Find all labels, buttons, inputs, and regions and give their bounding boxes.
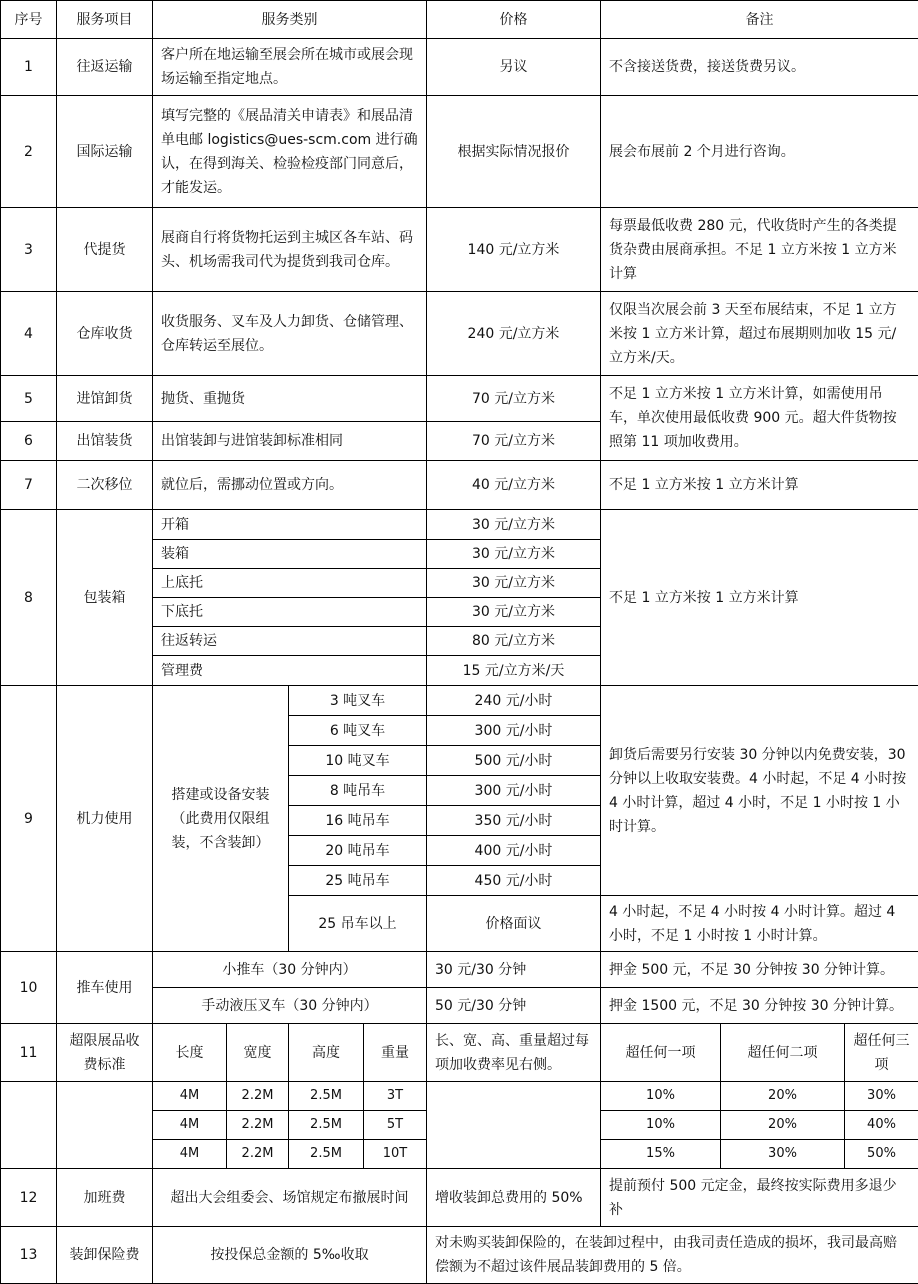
- oversize-height: 2.5M: [289, 1140, 364, 1169]
- equipment-price: 350 元/小时: [427, 806, 601, 836]
- oversize-length: 4M: [153, 1140, 227, 1169]
- equipment-price: 价格面议: [427, 896, 601, 952]
- oversize-weight: 5T: [364, 1111, 427, 1140]
- equipment-price: 300 元/小时: [427, 716, 601, 746]
- row-item: 包装箱: [57, 510, 153, 686]
- row-item: 推车使用: [57, 952, 153, 1024]
- oversize-width: 2.2M: [227, 1111, 289, 1140]
- row-item: 代提货: [57, 208, 153, 292]
- header-no: 序号: [1, 1, 57, 39]
- oversize-width: 2.2M: [227, 1140, 289, 1169]
- row-remark: 4 小时起，不足 4 小时按 4 小时计算。超过 4 小时，不足 1 小时按 1 小时计算。: [601, 896, 918, 952]
- equipment-name: 10 吨叉车: [289, 746, 427, 776]
- row-no: 5: [1, 376, 57, 422]
- table-row: [1, 208, 918, 292]
- row-item: 仓库收货: [57, 292, 153, 376]
- row-desc: 搭建或设备安装（此费用仅限组装，不含装卸）: [153, 686, 289, 952]
- row-price: 70 元/立方米: [427, 376, 601, 422]
- rate-two: 30%: [721, 1140, 845, 1169]
- oversize-weight: 10T: [364, 1140, 427, 1169]
- sub-item-name: 开箱: [153, 510, 427, 540]
- dim-length: 长度: [153, 1024, 227, 1082]
- blank-cell: [57, 1082, 153, 1169]
- cart-price: 30 元/30 分钟: [427, 952, 601, 988]
- rate-two: 20%: [721, 1111, 845, 1140]
- row-no: 2: [1, 96, 57, 208]
- row-no: 1: [1, 39, 57, 96]
- table-row: [1, 1024, 918, 1082]
- row-desc: 填写完整的《展品清关申请表》和展品清单电邮 logistics@ues-scm.com 进行确认，在得到海关、检验检疫部门同意后，才能发运。: [153, 96, 427, 208]
- equipment-name: 6 吨叉车: [289, 716, 427, 746]
- row-item: 加班费: [57, 1169, 153, 1227]
- oversize-height: 2.5M: [289, 1111, 364, 1140]
- row-remark: 不足 1 立方米按 1 立方米计算: [601, 510, 918, 686]
- row-remark: 卸货后需要另行安装 30 分钟以内免费安装，30 分钟以上收取安装费。4 小时起，不足 4 小时按 4 小时计算，超过 4 小时，不足 1 小时按 1 小时计算。: [601, 686, 918, 896]
- equipment-price: 240 元/小时: [427, 686, 601, 716]
- cart-name: 手动液压叉车（30 分钟内）: [153, 988, 427, 1024]
- cart-name: 小推车（30 分钟内）: [153, 952, 427, 988]
- equipment-name: 16 吨吊车: [289, 806, 427, 836]
- row-no: 10: [1, 952, 57, 1024]
- table-row: [1, 39, 918, 96]
- level-three: 超任何三项: [845, 1024, 918, 1082]
- level-one: 超任何一项: [601, 1024, 721, 1082]
- table-row: [1, 1227, 918, 1284]
- header-price: 价格: [427, 1, 601, 39]
- table-row: [1, 376, 918, 422]
- header-category: 服务类别: [153, 1, 427, 39]
- table-row: [1, 96, 918, 208]
- table-row: [1, 952, 918, 988]
- table-row: [1, 292, 918, 376]
- row-price: 40 元/立方米: [427, 461, 601, 510]
- row-item: 超限展品收费标准: [57, 1024, 153, 1082]
- row-remark: 展会布展前 2 个月进行咨询。: [601, 96, 918, 208]
- equipment-name: 20 吨吊车: [289, 836, 427, 866]
- row-desc: 抛货、重抛货: [153, 376, 427, 422]
- row-price: 另议: [427, 39, 601, 96]
- oversize-weight: 3T: [364, 1082, 427, 1111]
- rate-one: 10%: [601, 1111, 721, 1140]
- rate-three: 30%: [845, 1082, 918, 1111]
- row-item: 装卸保险费: [57, 1227, 153, 1284]
- sub-item-price: 30 元/立方米: [427, 598, 601, 627]
- oversize-height: 2.5M: [289, 1082, 364, 1111]
- cart-remark: 押金 1500 元，不足 30 分钟按 30 分钟计算。: [601, 988, 918, 1024]
- sub-item-name: 往返转运: [153, 627, 427, 656]
- equipment-name: 8 吨吊车: [289, 776, 427, 806]
- sub-item-name: 管理费: [153, 656, 427, 686]
- sub-item-price: 15 元/立方米/天: [427, 656, 601, 686]
- row-desc: 展商自行将货物托运到主城区各车站、码头、机场需我司代为提货到我司仓库。: [153, 208, 427, 292]
- oversize-width: 2.2M: [227, 1082, 289, 1111]
- row-remark: 不含接送货费，接送货费另议。: [601, 39, 918, 96]
- row-item: 机力使用: [57, 686, 153, 952]
- sub-item-price: 30 元/立方米: [427, 510, 601, 540]
- table-row: [1, 1169, 918, 1227]
- rate-three: 40%: [845, 1111, 918, 1140]
- dim-width: 宽度: [227, 1024, 289, 1082]
- oversize-length: 4M: [153, 1082, 227, 1111]
- row-item: 往返运输: [57, 39, 153, 96]
- equipment-name: 3 吨叉车: [289, 686, 427, 716]
- price-note: 长、宽、高、重量超过每项加收费率见右侧。: [427, 1024, 601, 1082]
- row-remark: 提前预付 500 元定金，最终按实际费用多退少补: [601, 1169, 918, 1227]
- equipment-price: 500 元/小时: [427, 746, 601, 776]
- row-item: 出馆装货: [57, 422, 153, 461]
- row-no: 7: [1, 461, 57, 510]
- row-desc: 出馆装卸与进馆装卸标准相同: [153, 422, 427, 461]
- sub-item-name: 装箱: [153, 540, 427, 569]
- row-price: 70 元/立方米: [427, 422, 601, 461]
- row-no: 11: [1, 1024, 57, 1082]
- header-row: [1, 1, 918, 39]
- row-price: 140 元/立方米: [427, 208, 601, 292]
- dim-height: 高度: [289, 1024, 364, 1082]
- equipment-name: 25 吨吊车: [289, 866, 427, 896]
- row-no: 4: [1, 292, 57, 376]
- row-no: 3: [1, 208, 57, 292]
- row-no: 8: [1, 510, 57, 686]
- row-no: 6: [1, 422, 57, 461]
- row-remark: 不足 1 立方米按 1 立方米计算，如需使用吊车，单次使用最低收费 900 元。超大件货物按照第 11 项加收费用。: [601, 376, 918, 461]
- row-remark: 不足 1 立方米按 1 立方米计算: [601, 461, 918, 510]
- row-desc: 按投保总金额的 5‰收取: [153, 1227, 427, 1284]
- row-item: 进馆卸货: [57, 376, 153, 422]
- rate-three: 50%: [845, 1140, 918, 1169]
- row-desc: 客户所在地运输至展会所在城市或展会现场运输至指定地点。: [153, 39, 427, 96]
- table-row: [1, 686, 918, 716]
- sub-item-name: 下底托: [153, 598, 427, 627]
- rate-one: 15%: [601, 1140, 721, 1169]
- row-no: 9: [1, 686, 57, 952]
- equipment-name: 25 吊车以上: [289, 896, 427, 952]
- level-two: 超任何二项: [721, 1024, 845, 1082]
- row-price: 增收装卸总费用的 50%: [427, 1169, 601, 1227]
- row-no: 12: [1, 1169, 57, 1227]
- row-desc: 收货服务、叉车及人力卸货、仓储管理、仓库转运至展位。: [153, 292, 427, 376]
- row-price: 240 元/立方米: [427, 292, 601, 376]
- table-row: [1, 461, 918, 510]
- rate-two: 20%: [721, 1082, 845, 1111]
- oversize-length: 4M: [153, 1111, 227, 1140]
- table-row: [1, 510, 918, 540]
- row-remark: 仅限当次展会前 3 天至布展结束，不足 1 立方米按 1 立方米计算，超过布展期则加收 15 元/立方米/天。: [601, 292, 918, 376]
- row-remark: 对未购买装卸保险的，在装卸过程中，由我司责任造成的损坏，我司最高赔偿额为不超过该件展品装卸费用的 5 倍。: [427, 1227, 918, 1284]
- blank-cell: [427, 1082, 601, 1169]
- oversize-row: [1, 1082, 918, 1111]
- blank-cell: [1, 1082, 57, 1169]
- header-remark: 备注: [601, 1, 918, 39]
- row-desc: 就位后，需挪动位置或方向。: [153, 461, 427, 510]
- header-item: 服务项目: [57, 1, 153, 39]
- row-remark: 每票最低收费 280 元，代收货时产生的各类提货杂费由展商承担。不足 1 立方米按 1 立方米计算: [601, 208, 918, 292]
- cart-price: 50 元/30 分钟: [427, 988, 601, 1024]
- row-item: 二次移位: [57, 461, 153, 510]
- cart-remark: 押金 500 元，不足 30 分钟按 30 分钟计算。: [601, 952, 918, 988]
- sub-item-price: 30 元/立方米: [427, 540, 601, 569]
- row-desc: 超出大会组委会、场馆规定布撤展时间: [153, 1169, 427, 1227]
- row-price: 根据实际情况报价: [427, 96, 601, 208]
- sub-item-price: 80 元/立方米: [427, 627, 601, 656]
- sub-item-price: 30 元/立方米: [427, 569, 601, 598]
- sub-item-name: 上底托: [153, 569, 427, 598]
- equipment-price: 400 元/小时: [427, 836, 601, 866]
- row-no: 13: [1, 1227, 57, 1284]
- equipment-price: 450 元/小时: [427, 866, 601, 896]
- equipment-price: 300 元/小时: [427, 776, 601, 806]
- rate-one: 10%: [601, 1082, 721, 1111]
- dim-weight: 重量: [364, 1024, 427, 1082]
- row-item: 国际运输: [57, 96, 153, 208]
